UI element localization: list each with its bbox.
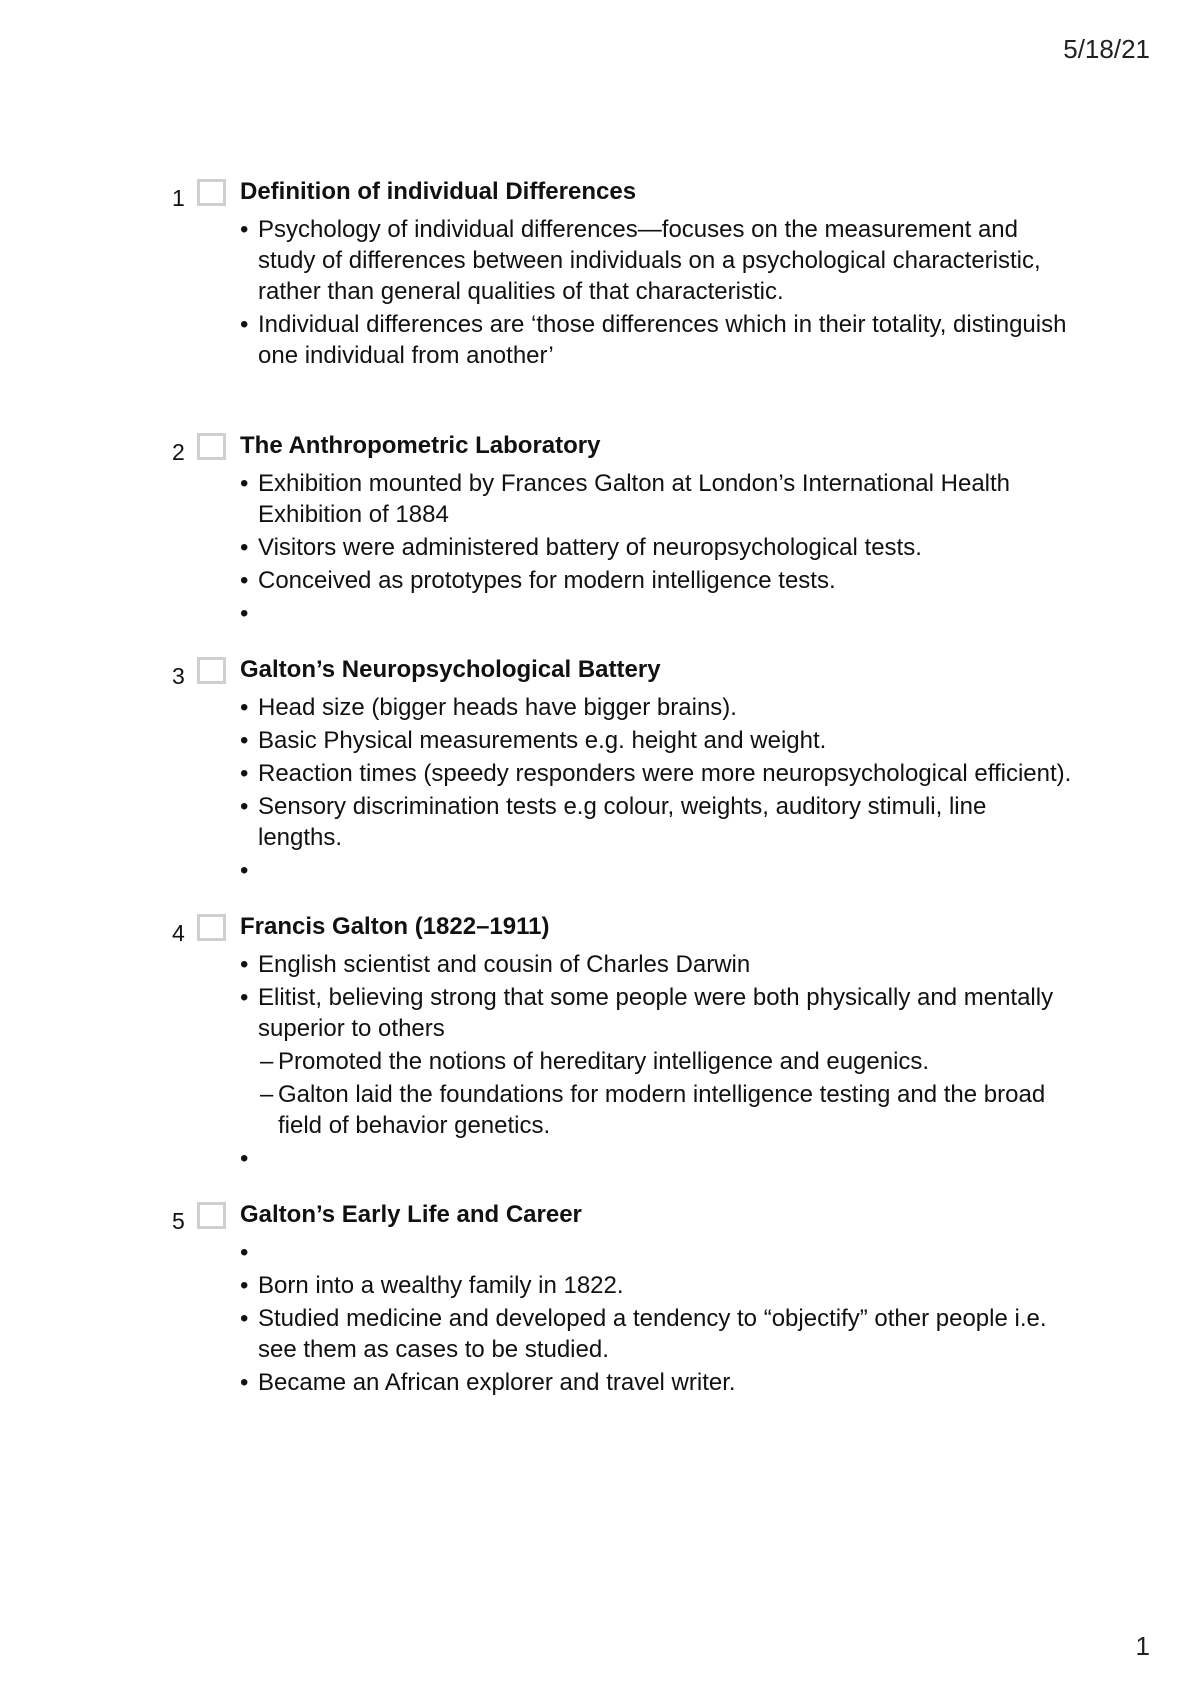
- bullet-list: [172, 1237, 1072, 1398]
- bullet-list: [172, 692, 1072, 886]
- slide-2: [172, 430, 1072, 629]
- bullet-item: • Basic Physical measurements e.g. height and weight.: [240, 725, 1072, 756]
- slide-title: Francis Galton (1822–1911): [240, 913, 550, 940]
- bullet-item: • Individual differences are ‘those differences which in their totality, distinguish one individual from another’: [240, 309, 1072, 371]
- slide-thumbnail-box: [197, 179, 226, 206]
- slide-header: [172, 654, 1072, 688]
- slide-title: Galton’s Neuropsychological Battery: [240, 656, 661, 683]
- bullet-item: • Conceived as prototypes for modern intelligence tests.: [240, 565, 1072, 596]
- bullet-item-empty: [240, 1143, 1072, 1174]
- bullet-item: • English scientist and cousin of Charles Darwin: [240, 949, 1072, 980]
- slide-header: [172, 911, 1072, 945]
- slide-notes-list: [172, 176, 1072, 1400]
- slide-header: [172, 176, 1072, 210]
- bullet-item: • Elitist, believing strong that some people were both physically and mentally superior to others: [240, 982, 1072, 1044]
- slide-header: [172, 430, 1072, 464]
- bullet-item: • Studied medicine and developed a tendency to “objectify” other people i.e. see them as cases to be studied.: [240, 1303, 1072, 1365]
- bullet-list: [172, 468, 1072, 629]
- slide-number: 2: [172, 439, 185, 465]
- bullet-item-empty: [240, 1237, 1072, 1268]
- slide-thumbnail-box: [197, 914, 226, 941]
- slide-thumbnail-box: [197, 1202, 226, 1229]
- slide-3: [172, 654, 1072, 886]
- bullet-item: • Exhibition mounted by Frances Galton at London’s International Health Exhibition of 1884: [240, 468, 1072, 530]
- sub-bullet-item: – Galton laid the foundations for modern intelligence testing and the broad field of behavior genetics.: [240, 1079, 1072, 1141]
- slide-number: 1: [172, 185, 185, 211]
- bullet-item-empty: [240, 855, 1072, 886]
- bullet-item: • Reaction times (speedy responders were more neuropsychological efficient).: [240, 758, 1072, 789]
- bullet-item: • Born into a wealthy family in 1822.: [240, 1270, 1072, 1301]
- slide-1: [172, 176, 1072, 371]
- slide-thumbnail-box: [197, 657, 226, 684]
- slide-number: 5: [172, 1208, 185, 1234]
- slide-header: [172, 1199, 1072, 1233]
- slide-number: 4: [172, 920, 185, 946]
- bullet-list: [172, 214, 1072, 371]
- bullet-list: [172, 949, 1072, 1174]
- slide-title: Definition of individual Differences: [240, 178, 637, 205]
- bullet-item: • Became an African explorer and travel writer.: [240, 1367, 1072, 1398]
- slide-title: The Anthropometric Laboratory: [240, 432, 601, 459]
- page-number: 1: [1135, 1631, 1150, 1661]
- page-date: 5/18/21: [1063, 34, 1150, 64]
- bullet-item: • Visitors were administered battery of neuropsychological tests.: [240, 532, 1072, 563]
- bullet-item: • Sensory discrimination tests e.g colour, weights, auditory stimuli, line lengths.: [240, 791, 1072, 853]
- bullet-item-empty: [240, 598, 1072, 629]
- slide-4: [172, 911, 1072, 1174]
- bullet-item: • Head size (bigger heads have bigger brains).: [240, 692, 1072, 723]
- slide-title: Galton’s Early Life and Career: [240, 1201, 582, 1228]
- bullet-item: • Psychology of individual differences—focuses on the measurement and study of differences between individuals on a psychological characteristic, rather than general qualities of that characteristic.: [240, 214, 1072, 307]
- slide-number: 3: [172, 663, 185, 689]
- slide-thumbnail-box: [197, 433, 226, 460]
- slide-5: [172, 1199, 1072, 1398]
- sub-bullet-item: – Promoted the notions of hereditary intelligence and eugenics.: [240, 1046, 1072, 1077]
